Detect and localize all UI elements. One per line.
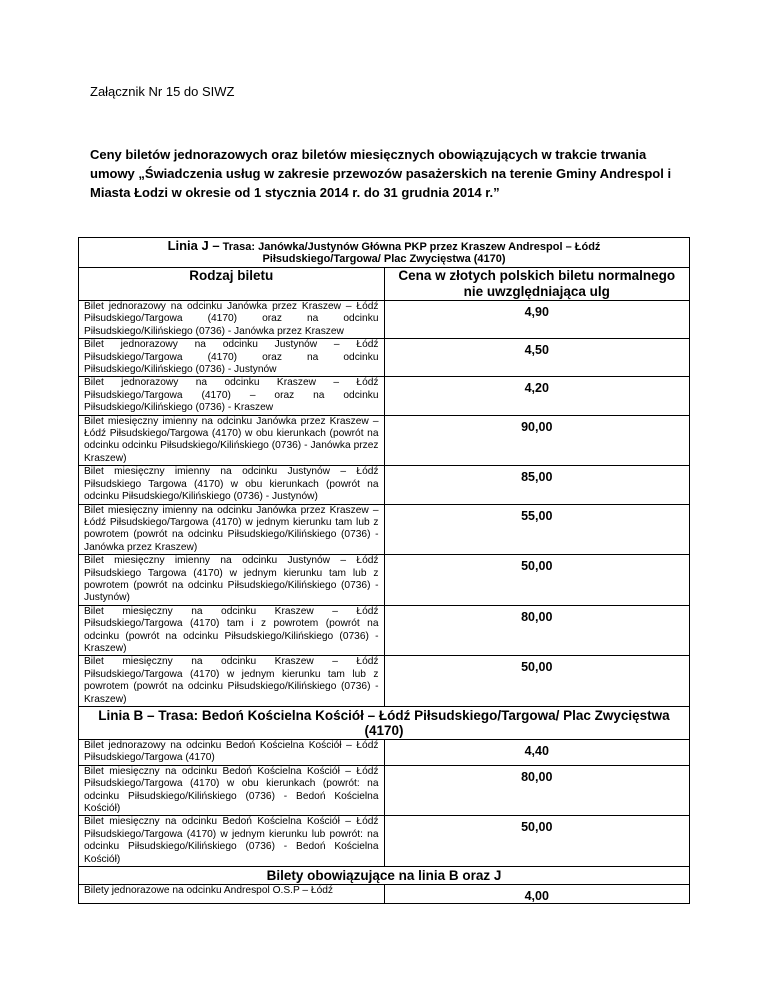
ticket-description: Bilet jednorazowy na odcinku Janówka przez Kraszew – Łódź Piłsudskiego/Targowa (4170) oraz na odcinku Piłsudskiego/Kilińskiego (0736) - Janówka przez Kraszew [79, 301, 385, 339]
ticket-price: 80,00 [521, 609, 553, 624]
ticket-price: 4,00 [524, 889, 549, 904]
table-row [79, 415, 690, 466]
ticket-price-cell [384, 466, 690, 504]
ticket-price: 80,00 [521, 769, 553, 784]
bj-section-header-row [79, 867, 690, 885]
ticket-price-cell [384, 740, 690, 766]
ticket-description: Bilet miesięczny imienny na odcinku Janówka przez Kraszew – Łódź Piłsudskiego/Targowa (4170) w jednym kierunku tam lub z powrotem (powrót na odcinku Piłsudskiego/Kilińskiego (0736) - Janówka przez Kraszew) [79, 504, 385, 555]
ticket-price: 50,00 [521, 820, 553, 835]
ticket-price: 4,20 [524, 381, 549, 396]
ticket-price-cell [384, 504, 690, 555]
ticket-price-cell [384, 377, 690, 415]
ticket-description: Bilet miesięczny na odcinku Kraszew – Łódź Piłsudskiego/Targowa (4170) tam i z powrotem (powrót na odcinku (powrót na odcinku Piłsudskiego/Kilińskiego (0736) - Kraszew) [79, 605, 385, 656]
ticket-description: Bilet miesięczny na odcinku Bedoń Kościelna Kościół – Łódź Piłsudskiego/Targowa (4170) w obu kierunkach (powrót: na odcinku Piłsudskiego/Kilińskiego (0736) - Bedoń Kościelna Kościół) [79, 765, 385, 816]
column-header-row [79, 268, 690, 301]
ticket-price-cell [384, 339, 690, 377]
price-table [78, 237, 690, 904]
ticket-price: 4,40 [524, 744, 549, 758]
table-row [79, 765, 690, 816]
ticket-description: Bilet miesięczny na odcinku Kraszew – Łódź Piłsudskiego/Targowa (4170) w jednym kierunku tam lub z powrotem (powrót na odcinku Piłsudskiego/Kilińskiego (0736) - Kraszew) [79, 656, 385, 707]
bj-section-header: Bilety obowiązujące na linia B oraz J [79, 867, 690, 885]
ticket-price-cell [384, 656, 690, 707]
annex-label: Załącznik Nr 15 do SIWZ [90, 84, 235, 99]
table-row [79, 656, 690, 707]
ticket-description: Bilet miesięczny na odcinku Bedoń Kościelna Kościół – Łódź Piłsudskiego/Targowa (4170) w jednym kierunku lub powrót: na odcinku Piłsudskiego/Kilińskiego (0736) - Bedoń Kościelna Kościół) [79, 816, 385, 867]
linia-j-label: Linia J – [167, 238, 220, 253]
table-row [79, 555, 690, 606]
document-heading: Ceny biletów jednorazowych oraz biletów miesięcznych obowiązujących w trakcie trwania umowy „Świadczenia usług w zakresie przewozów pasażerskich na terenie Gminy Andrespol i Miasta Łodzi w okresie od 1 stycznia 2014 r. do 31 grudnia 2014 r.” [90, 147, 672, 200]
table-row [79, 605, 690, 656]
table-row [79, 301, 690, 339]
ticket-description: Bilet miesięczny imienny na odcinku Justynów – Łódź Piłsudskiego Targowa (4170) w obu kierunkach (powrót na odcinku Piłsudskiego/Kilińskiego (0736) - Justynów) [79, 466, 385, 504]
ticket-price-cell [384, 555, 690, 606]
ticket-description: Bilet jednorazowy na odcinku Justynów – Łódź Piłsudskiego/Targowa (4170) oraz na odcinku Piłsudskiego/Kilińskiego (0736) - Justynów [79, 339, 385, 377]
table-row [79, 885, 690, 904]
table-row [79, 504, 690, 555]
ticket-description: Bilet miesięczny imienny na odcinku Janówka przez Kraszew – Łódź Piłsudskiego/Targowa (4170) w obu kierunkach (powrót na odcinku odcinku Piłsudskiego/Kilińskiego (0736) - Janówka przez Kraszew) [79, 415, 385, 466]
ticket-price: 4,50 [524, 343, 549, 358]
ticket-price: 50,00 [521, 660, 553, 675]
linia-b-header: Linia B – Trasa: Bedoń Kościelna Kościół – Łódź Piłsudskiego/Targowa/ Plac Zwycięstwa (4170) [79, 707, 690, 740]
ticket-description: Bilet jednorazowy na odcinku Bedoń Kościelna Kościół – Łódź Piłsudskiego/Targowa (4170) [79, 740, 385, 766]
linia-j-route: Trasa: Janówka/Justynów Główna PKP przez Kraszew Andrespol – Łódź Piłsudskiego/Targowa/ Plac Zwycięstwa (4170) [222, 241, 601, 265]
ticket-price-cell [384, 415, 690, 466]
ticket-price-cell [384, 765, 690, 816]
ticket-description: Bilet jednorazowy na odcinku Kraszew – Łódź Piłsudskiego/Targowa (4170) – oraz na odcinku Piłsudskiego/Kilińskiego (0736) - Kraszew [79, 377, 385, 415]
table-row [79, 816, 690, 867]
ticket-price-cell [384, 885, 690, 904]
linia-j-header-row [79, 238, 690, 268]
ticket-price: 55,00 [521, 508, 553, 523]
linia-j-header [79, 238, 690, 268]
ticket-price: 85,00 [521, 470, 553, 485]
ticket-price-cell [384, 816, 690, 867]
column-header-price: Cena w złotych polskich biletu normalnego nie uwzględniająca ulg [384, 268, 690, 301]
ticket-description: Bilety jednorazowe na odcinku Andrespol O.S.P – Łódź [79, 885, 385, 904]
linia-b-header-row [79, 707, 690, 740]
table-row [79, 339, 690, 377]
column-header-type: Rodzaj biletu [79, 268, 385, 301]
table-row [79, 740, 690, 766]
ticket-price: 4,90 [524, 305, 549, 319]
table-row [79, 466, 690, 504]
table-row [79, 377, 690, 415]
ticket-price: 50,00 [521, 559, 553, 574]
ticket-price-cell [384, 301, 690, 339]
ticket-price-cell [384, 605, 690, 656]
ticket-price: 90,00 [521, 419, 553, 434]
ticket-description: Bilet miesięczny imienny na odcinku Justynów – Łódź Piłsudskiego Targowa (4170) w jednym kierunku tam lub z powrotem (powrót na odcinku Piłsudskiego/Kilińskiego (0736) - Justynów) [79, 555, 385, 606]
